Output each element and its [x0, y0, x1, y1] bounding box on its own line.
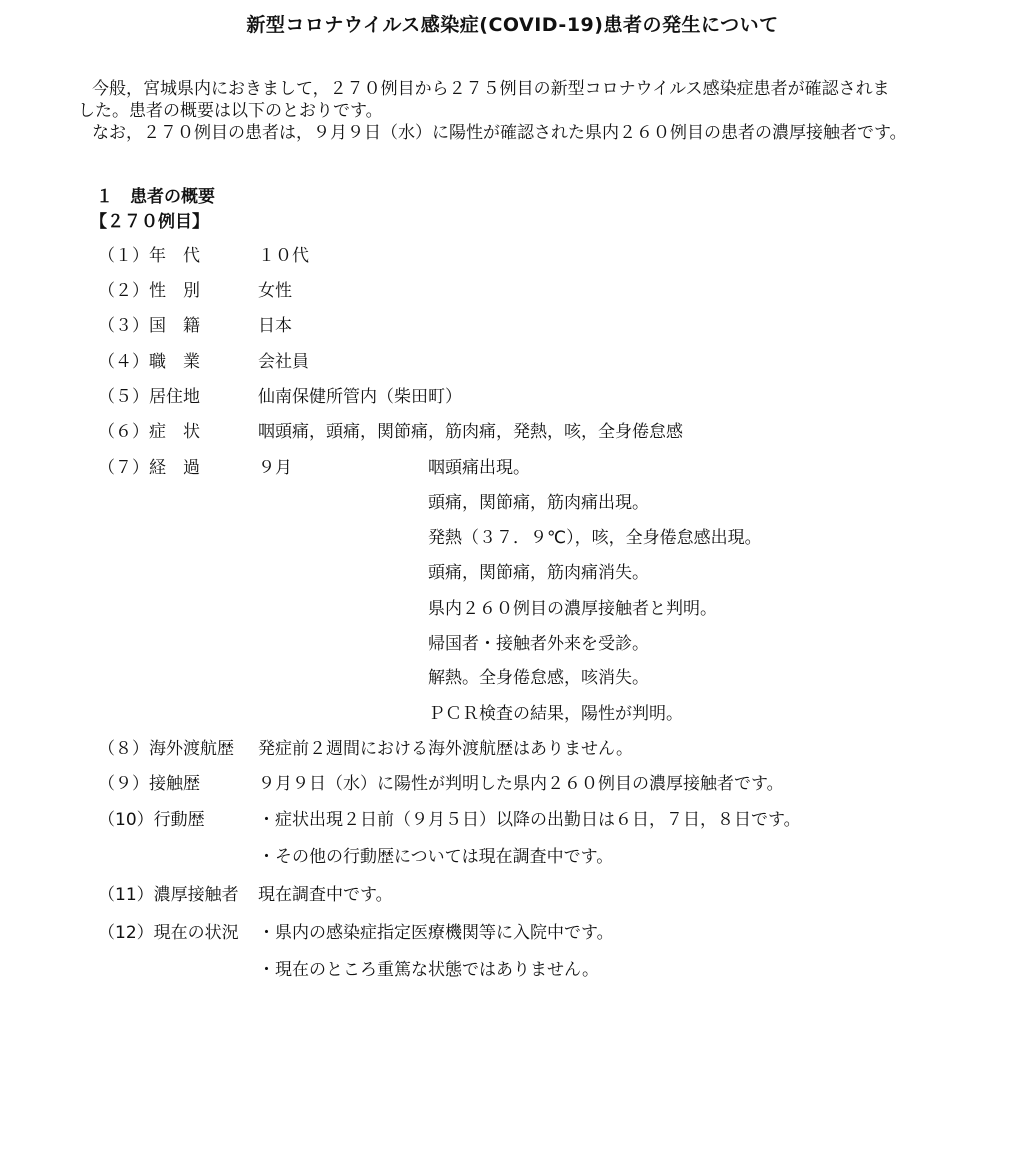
item-label: （７）経 過	[98, 458, 200, 478]
item-value: ・症状出現２日前（９月５日）以降の出勤日は６日，７日，８日です。	[258, 810, 801, 830]
course-event: 頭痛，関節痛，筋肉痛消失。	[428, 563, 649, 583]
item-value: 発症前２週間における海外渡航歴はありません。	[258, 739, 634, 759]
intro-line-2: した。患者の概要は以下のとおりです。	[78, 101, 383, 121]
intro-line-3: なお，２７０例目の患者は，９月９日（水）に陽性が確認された県内２６０例目の患者の濃厚接触者です。	[92, 123, 907, 143]
item-label: （４）職 業	[98, 352, 200, 372]
item-value: 日本	[258, 316, 292, 336]
item-value: ・県内の感染症指定医療機関等に入院中です。	[258, 923, 614, 943]
item-label: （３）国 籍	[98, 316, 200, 336]
item-value: ・現在のところ重篤な状態ではありません。	[258, 960, 600, 980]
item-label: （１）年 代	[98, 246, 200, 266]
item-value: 咽頭痛，頭痛，関節痛，筋肉痛，発熱，咳，全身倦怠感	[258, 422, 683, 442]
item-label: （２）性 別	[98, 281, 200, 301]
course-month: ９月	[258, 458, 292, 478]
course-event: 帰国者・接触者外来を受診。	[428, 634, 649, 654]
item-label: （12）現在の状況	[98, 923, 239, 943]
item-value: １０代	[258, 246, 309, 266]
item-label: （10）行動歴	[98, 810, 205, 830]
section-heading: １ 患者の概要	[96, 187, 215, 207]
course-event: ＰＣＲ検査の結果，陽性が判明。	[428, 704, 683, 724]
item-label: （９）接触歴	[98, 774, 200, 794]
item-label: （11）濃厚接触者	[98, 885, 239, 905]
item-label: （８）海外渡航歴	[98, 739, 234, 759]
course-event: 県内２６０例目の濃厚接触者と判明。	[428, 599, 717, 619]
course-event: 発熱（３７．９℃），咳，全身倦怠感出現。	[428, 528, 762, 548]
item-value: 会社員	[258, 352, 309, 372]
item-value: ・その他の行動歴については現在調査中です。	[258, 847, 614, 867]
course-event: 解熱。全身倦怠感，咳消失。	[428, 668, 649, 688]
item-value: 仙南保健所管内（柴田町）	[258, 387, 462, 407]
course-event: 咽頭痛出現。	[428, 458, 530, 478]
intro-line-1: 今般，宮城県内におきまして，２７０例目から２７５例目の新型コロナウイルス感染症患者が確認されま	[92, 79, 890, 99]
course-event: 頭痛，関節痛，筋肉痛出現。	[428, 493, 649, 513]
item-label: （６）症 状	[98, 422, 200, 442]
case-heading: 【２７０例目】	[90, 212, 209, 232]
item-value: 現在調査中です。	[258, 885, 393, 905]
document-title: 新型コロナウイルス感染症(COVID-19)患者の発生について	[246, 14, 779, 36]
item-value: 女性	[258, 281, 292, 301]
item-label: （５）居住地	[98, 387, 200, 407]
item-value: ９月９日（水）に陽性が判明した県内２６０例目の濃厚接触者です。	[258, 774, 784, 794]
